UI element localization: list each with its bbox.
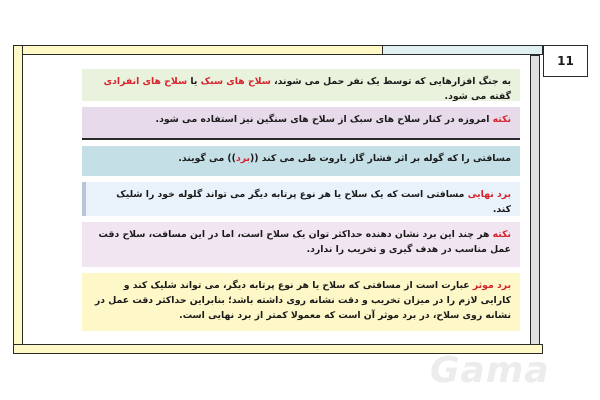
page-number-strip bbox=[545, 77, 588, 347]
card-highlight: برد موثر bbox=[472, 280, 511, 291]
frame-top-teal-band bbox=[383, 45, 543, 55]
page-number: 11 bbox=[557, 54, 574, 68]
card-light-weapons bbox=[82, 69, 520, 101]
card-text: امروزه در کنار سلاح های سبک از سلاح های سنگین نیز استفاده می شود. bbox=[155, 114, 493, 125]
card-highlight: سلاح های انفرادی bbox=[103, 76, 188, 87]
card-note-accuracy bbox=[82, 222, 520, 267]
page-number-box bbox=[543, 45, 588, 77]
card-note-heavy-weapons bbox=[82, 107, 520, 140]
card-highlight: نکته bbox=[492, 114, 511, 125]
card-text: عبارت است از مسافتی که سلاح یا هر نوع پرتابه دیگر، می تواند شلیک کند و کارایی لازم را در میزان تخریب و دقت نشانه روی داشته باشد؛ بنابراین حداکثر دقت عمل در نشانه روی سلاح، در برد موثر آن است که معمولا کمتر از برد نهایی است. bbox=[94, 280, 511, 321]
card-highlight: برد bbox=[235, 153, 250, 164]
card-maximum-range bbox=[82, 182, 520, 216]
frame-left-band bbox=[13, 45, 23, 350]
card-highlight: سلاح های سبک bbox=[200, 76, 271, 87]
frame-top-yellow-band bbox=[13, 45, 383, 55]
card-text: گفته می شود. bbox=[444, 90, 511, 102]
card-text: به جنگ افزارهایی که توسط یک نفر حمل می شوند، bbox=[270, 76, 511, 87]
card-range-definition bbox=[82, 146, 520, 176]
content-area bbox=[82, 69, 520, 337]
card-text: )) می گویند. bbox=[178, 153, 236, 164]
card-text: یا bbox=[187, 76, 201, 87]
card-text: مسافتی را که گوله بر اثر فشار گاز باروت طی می کند (( bbox=[249, 153, 511, 164]
card-text: هر چند این برد نشان دهنده حداکثر توان یک سلاح است، اما در این مسافت، سلاح دقت عمل مناسب در هدف گیری و تخریب را ندارد. bbox=[98, 229, 511, 255]
frame-right-gray-band bbox=[530, 55, 540, 345]
card-effective-range bbox=[82, 273, 520, 331]
card-highlight: برد نهایی bbox=[467, 189, 511, 200]
card-highlight: نکته bbox=[492, 229, 511, 240]
gama-watermark: Gama bbox=[430, 350, 550, 391]
card-text: مسافتی است که یک سلاح یا هر نوع پرتابه دیگر می تواند گلوله خود را شلیک کند. bbox=[116, 189, 511, 215]
